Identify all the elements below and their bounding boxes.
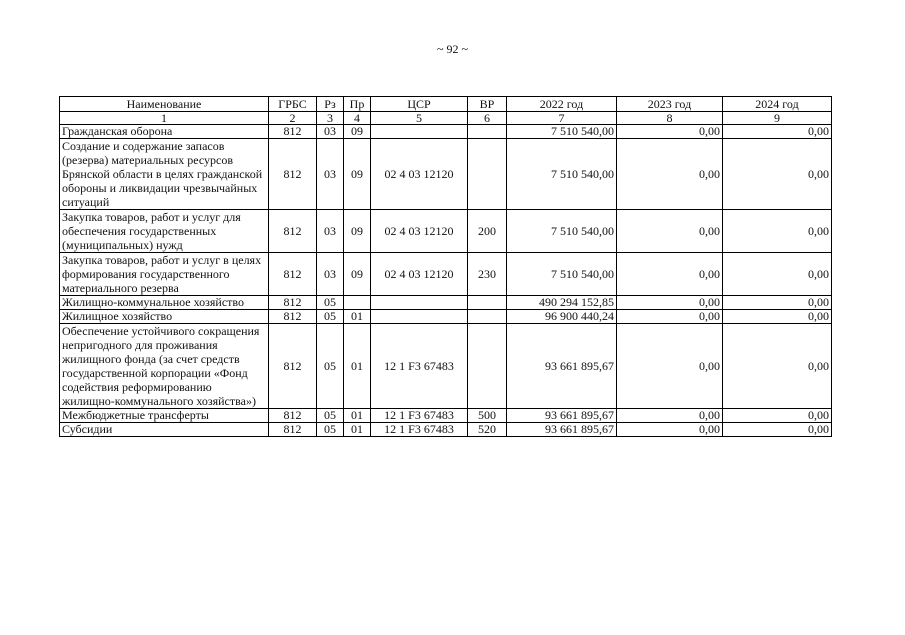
header-grbs: ГРБС [269, 97, 317, 112]
index-cell: 5 [371, 112, 468, 125]
cell-name: Закупка товаров, работ и услуг в целях формирования государственного материального резерва [60, 253, 269, 296]
cell-csr: 12 1 F3 67483 [371, 324, 468, 409]
cell-2024: 0,00 [723, 296, 832, 310]
cell-grbs: 812 [269, 125, 317, 139]
cell-2024: 0,00 [723, 125, 832, 139]
header-name: Наименование [60, 97, 269, 112]
cell-csr: 02 4 03 12120 [371, 139, 468, 210]
cell-grbs: 812 [269, 423, 317, 437]
cell-grbs: 812 [269, 296, 317, 310]
table-row [60, 139, 832, 210]
cell-rz: 05 [317, 423, 344, 437]
cell-rz: 05 [317, 310, 344, 324]
cell-2022: 93 661 895,67 [507, 423, 617, 437]
cell-name: Закупка товаров, работ и услуг для обеспечения государственных (муниципальных) нужд [60, 210, 269, 253]
cell-vr [468, 296, 507, 310]
cell-2023: 0,00 [617, 296, 723, 310]
cell-2022: 7 510 540,00 [507, 139, 617, 210]
cell-name: Создание и содержание запасов (резерва) материальных ресурсов Брянской области в целях гражданской обороны и ликвидации чрезвычайных ситуаций [60, 139, 269, 210]
cell-2023: 0,00 [617, 310, 723, 324]
cell-pr: 09 [344, 139, 371, 210]
table-row [60, 296, 832, 310]
cell-grbs: 812 [269, 253, 317, 296]
table-row [60, 310, 832, 324]
header-pr: Пр [344, 97, 371, 112]
cell-2022: 7 510 540,00 [507, 253, 617, 296]
cell-2024: 0,00 [723, 423, 832, 437]
cell-2024: 0,00 [723, 310, 832, 324]
cell-pr: 01 [344, 423, 371, 437]
index-cell: 3 [317, 112, 344, 125]
index-cell: 1 [60, 112, 269, 125]
cell-csr: 12 1 F3 67483 [371, 409, 468, 423]
cell-2023: 0,00 [617, 210, 723, 253]
cell-pr: 01 [344, 310, 371, 324]
table-row [60, 253, 832, 296]
index-row [60, 112, 832, 125]
cell-2022: 96 900 440,24 [507, 310, 617, 324]
table-row [60, 324, 832, 409]
header-2024: 2024 год [723, 97, 832, 112]
cell-rz: 03 [317, 125, 344, 139]
header-csr: ЦСР [371, 97, 468, 112]
cell-pr: 09 [344, 125, 371, 139]
cell-2022: 93 661 895,67 [507, 409, 617, 423]
index-cell: 8 [617, 112, 723, 125]
header-2022: 2022 год [507, 97, 617, 112]
page-number: ~ 92 ~ [437, 42, 468, 56]
cell-rz: 03 [317, 139, 344, 210]
cell-csr [371, 296, 468, 310]
cell-name: Межбюджетные трансферты [60, 409, 269, 423]
cell-2024: 0,00 [723, 139, 832, 210]
cell-grbs: 812 [269, 310, 317, 324]
cell-vr [468, 310, 507, 324]
cell-csr [371, 125, 468, 139]
cell-name: Жилищное хозяйство [60, 310, 269, 324]
cell-grbs: 812 [269, 210, 317, 253]
budget-table [59, 96, 832, 437]
cell-vr [468, 139, 507, 210]
cell-rz: 03 [317, 210, 344, 253]
table-row [60, 423, 832, 437]
cell-csr [371, 310, 468, 324]
cell-vr: 200 [468, 210, 507, 253]
cell-csr: 02 4 03 12120 [371, 253, 468, 296]
table-row [60, 125, 832, 139]
cell-2023: 0,00 [617, 139, 723, 210]
index-cell: 6 [468, 112, 507, 125]
index-cell: 9 [723, 112, 832, 125]
cell-vr: 230 [468, 253, 507, 296]
cell-pr [344, 296, 371, 310]
header-vr: ВР [468, 97, 507, 112]
cell-2022: 93 661 895,67 [507, 324, 617, 409]
cell-2023: 0,00 [617, 253, 723, 296]
cell-rz: 05 [317, 324, 344, 409]
cell-name: Субсидии [60, 423, 269, 437]
cell-rz: 05 [317, 296, 344, 310]
header-2023: 2023 год [617, 97, 723, 112]
cell-2024: 0,00 [723, 324, 832, 409]
cell-grbs: 812 [269, 139, 317, 210]
cell-vr: 500 [468, 409, 507, 423]
cell-rz: 05 [317, 409, 344, 423]
header-row [60, 97, 832, 112]
cell-grbs: 812 [269, 324, 317, 409]
cell-pr: 09 [344, 253, 371, 296]
cell-2022: 7 510 540,00 [507, 210, 617, 253]
cell-csr: 02 4 03 12120 [371, 210, 468, 253]
table-row [60, 210, 832, 253]
cell-2024: 0,00 [723, 253, 832, 296]
cell-2023: 0,00 [617, 423, 723, 437]
index-cell: 7 [507, 112, 617, 125]
cell-csr: 12 1 F3 67483 [371, 423, 468, 437]
cell-vr: 520 [468, 423, 507, 437]
cell-vr [468, 324, 507, 409]
cell-pr: 01 [344, 324, 371, 409]
cell-2023: 0,00 [617, 125, 723, 139]
cell-2023: 0,00 [617, 324, 723, 409]
cell-pr: 09 [344, 210, 371, 253]
cell-2022: 7 510 540,00 [507, 125, 617, 139]
index-cell: 2 [269, 112, 317, 125]
index-cell: 4 [344, 112, 371, 125]
cell-2023: 0,00 [617, 409, 723, 423]
table-row [60, 409, 832, 423]
cell-vr [468, 125, 507, 139]
cell-name: Обеспечение устойчивого сокращения непригодного для проживания жилищного фонда (за счет средств государственной корпорации «Фонд содействия реформированию жилищно-коммунального хозяйства») [60, 324, 269, 409]
header-rz: Рз [317, 97, 344, 112]
cell-rz: 03 [317, 253, 344, 296]
cell-pr: 01 [344, 409, 371, 423]
cell-name: Гражданская оборона [60, 125, 269, 139]
cell-name: Жилищно-коммунальное хозяйство [60, 296, 269, 310]
cell-2024: 0,00 [723, 409, 832, 423]
cell-grbs: 812 [269, 409, 317, 423]
cell-2022: 490 294 152,85 [507, 296, 617, 310]
cell-2024: 0,00 [723, 210, 832, 253]
